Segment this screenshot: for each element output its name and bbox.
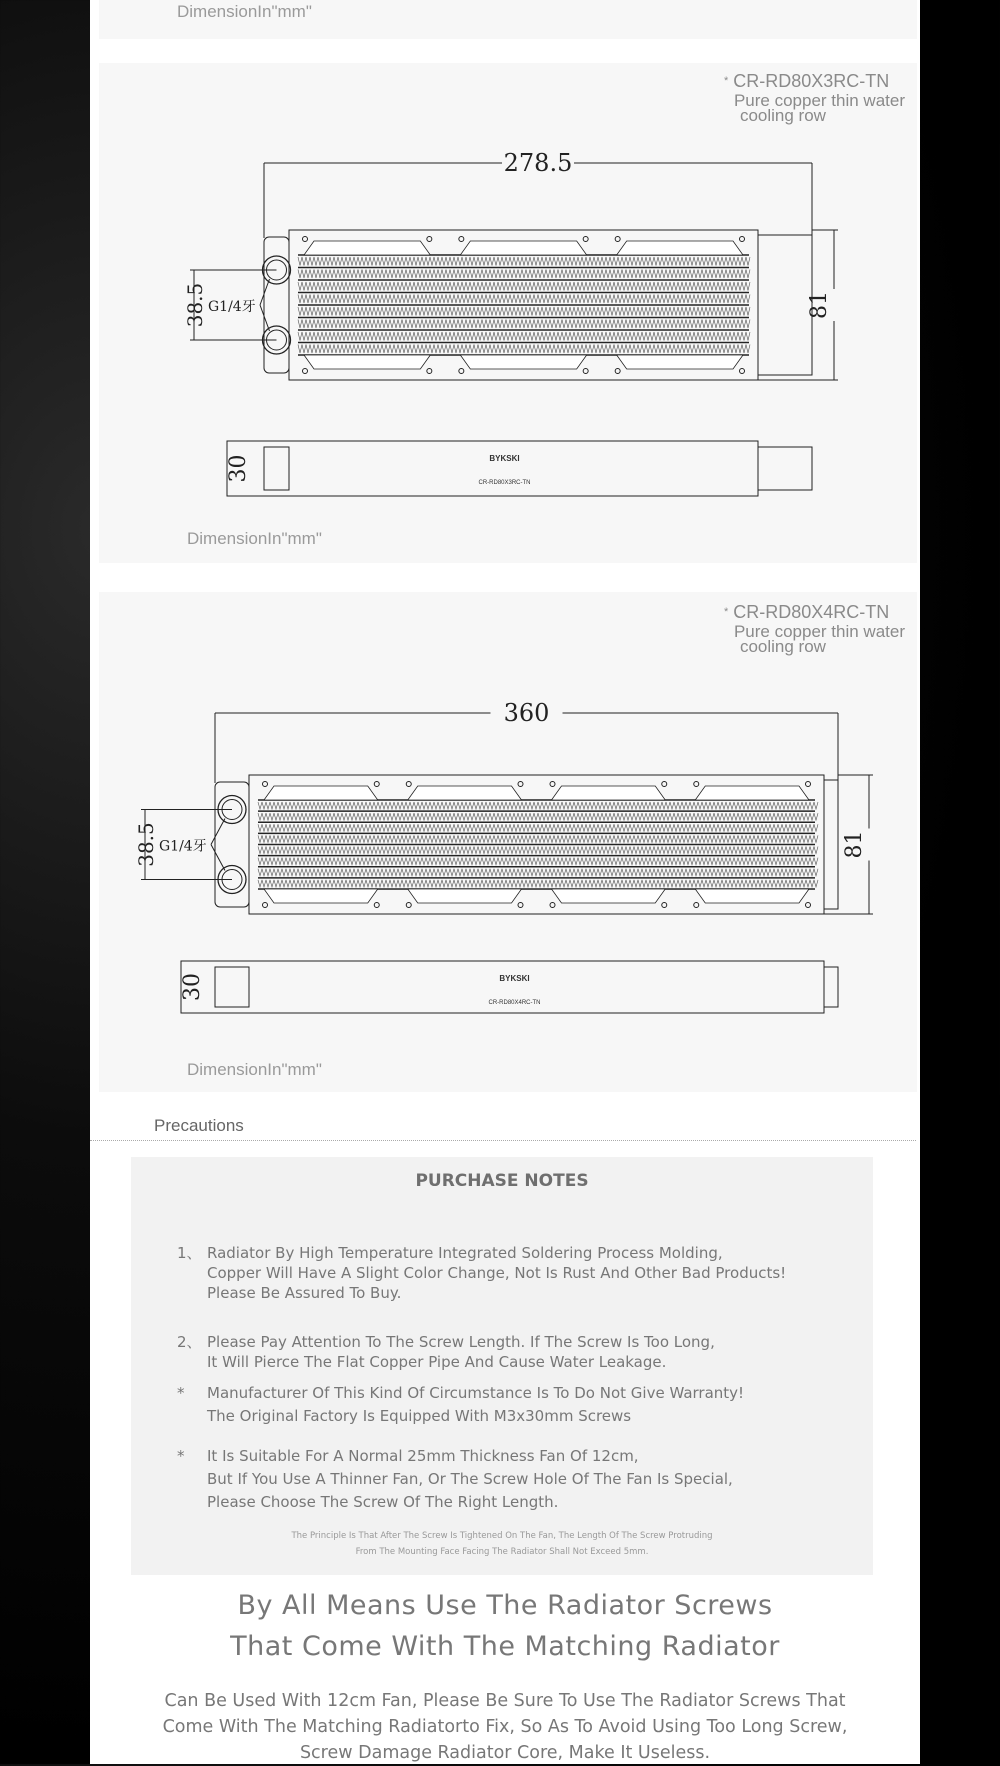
screw-hole	[615, 237, 620, 242]
side-model-label: CR-RD80X3RC-TN	[478, 480, 531, 486]
note-item	[177, 1243, 786, 1303]
note-marker: 1、	[177, 1244, 202, 1262]
screw-hole	[374, 782, 379, 787]
note-text: Please Pay Attention To The Screw Length. If The Screw Is Too Long, It Will Pierce The Flat Copper Pipe And Cause Water Leakage.	[207, 1333, 715, 1371]
side-view-end	[758, 447, 812, 490]
fin-bottom-segment	[552, 889, 666, 903]
screw-hole	[740, 369, 745, 374]
thickness-label: 30	[226, 454, 251, 483]
model-desc: Pure copper thin water	[733, 91, 905, 110]
radiator-technical-drawing	[99, 592, 917, 1092]
length-label: 360	[503, 699, 550, 727]
note-item	[177, 1445, 733, 1514]
fin-top-segment	[617, 241, 743, 255]
height-label: 81	[842, 830, 867, 859]
fin-top-segment	[552, 786, 666, 800]
fin-bottom-segment	[695, 889, 809, 903]
screw-hole	[374, 903, 379, 908]
model-desc: Pure copper thin water	[733, 622, 905, 641]
fin-top-segment	[695, 786, 809, 800]
port-thread-label: G1/4牙	[159, 838, 207, 855]
fin-bottom-segment	[408, 889, 522, 903]
screw-hole	[459, 369, 464, 374]
screw-hole	[427, 237, 432, 242]
product-page	[90, 0, 920, 1764]
screw-hole	[583, 237, 588, 242]
radiator-360-drawing-panel	[99, 63, 917, 563]
radiator-480-drawing-panel	[99, 592, 917, 1092]
screw-hole	[303, 369, 308, 374]
divider	[90, 1140, 916, 1141]
fin-bottom-segment	[617, 355, 743, 369]
end-tank	[758, 235, 812, 375]
screw-hole	[662, 903, 667, 908]
note-item	[177, 1382, 744, 1428]
screw-hole	[263, 782, 268, 787]
leader-line	[260, 279, 270, 331]
top-drawing-panel	[99, 0, 917, 39]
length-label: 278.5	[503, 149, 573, 177]
note-marker: *	[177, 1384, 185, 1402]
note-marker: *	[177, 1447, 185, 1465]
model-desc: cooling row	[739, 637, 826, 656]
fin-bottom-segment	[264, 889, 378, 903]
dimension-caption: DimensionIn"mm"	[187, 1060, 322, 1079]
screw-hole	[806, 903, 811, 908]
inlet-tank	[215, 782, 249, 907]
port-thread-label: G1/4牙	[208, 299, 256, 315]
brand-logo: BYKSKI	[499, 974, 530, 983]
side-view-tank	[215, 967, 249, 1007]
asterisk: *	[723, 75, 729, 87]
screw-hole	[662, 782, 667, 787]
side-view-end	[824, 967, 838, 1007]
dimension-caption: DimensionIn"mm"	[177, 2, 312, 21]
dimension-caption: DimensionIn"mm"	[187, 529, 322, 548]
screw-hole	[694, 903, 699, 908]
screw-hole	[406, 903, 411, 908]
screw-hole	[263, 903, 268, 908]
screw-hole	[518, 782, 523, 787]
screw-paragraph: Can Be Used With 12cm Fan, Please Be Sure To Use The Radiator Screws That Come With The Matching Radiatorto Fix, So As To Avoid Using Too Long Screw, Screw Damage Radiator Core, Make It Useless.	[162, 1691, 848, 1763]
screw-hole	[550, 903, 555, 908]
purchase-notes-title: PURCHASE NOTES	[415, 1171, 589, 1191]
note-text: It Is Suitable For A Normal 25mm Thickness Fan Of 12cm, But If You Use A Thinner Fan, Or The Screw Hole Of The Fan Is Special, Please Choose The Screw Of The Right Length.	[207, 1447, 733, 1511]
side-view-body	[227, 441, 758, 496]
fin-top-segment	[460, 241, 586, 255]
model-code: CR-RD80X4RC-TN	[733, 602, 890, 622]
fin-bottom-segment	[460, 355, 586, 369]
model-code: CR-RD80X3RC-TN	[733, 71, 890, 91]
leader-line	[211, 819, 225, 871]
note-item	[177, 1332, 715, 1372]
precautions-title: Precautions	[154, 1116, 244, 1135]
screw-hole	[427, 369, 432, 374]
note-text: Manufacturer Of This Kind Of Circumstance Is To Do Not Give Warranty! The Original Factory Is Equipped With M3x30mm Screws	[207, 1384, 745, 1425]
thickness-label: 30	[180, 973, 205, 1001]
purchase-notes-box	[131, 1157, 873, 1575]
fin-top-segment	[304, 241, 430, 255]
note-marker: 2、	[177, 1333, 202, 1351]
radiator-technical-drawing	[99, 63, 917, 563]
height-label: 81	[807, 291, 832, 319]
model-desc: cooling row	[739, 106, 826, 125]
side-model-label: CR-RD80X4RC-TN	[488, 1000, 541, 1006]
screw-hole	[518, 903, 523, 908]
fin-top-segment	[408, 786, 522, 800]
screw-hole	[583, 369, 588, 374]
screw-hole	[406, 782, 411, 787]
end-tank	[824, 780, 838, 909]
screw-hole	[615, 369, 620, 374]
side-view-tank	[264, 447, 289, 490]
screw-hole	[550, 782, 555, 787]
screw-hole	[459, 237, 464, 242]
asterisk: *	[723, 606, 729, 618]
fin-bottom-segment	[304, 355, 430, 369]
screw-headline: By All Means Use The Radiator Screws That Come With The Matching Radiator	[230, 1590, 780, 1662]
screw-hole	[806, 782, 811, 787]
inlet-tank	[264, 237, 289, 373]
screw-hole	[303, 237, 308, 242]
screw-hole	[740, 237, 745, 242]
port-spacing-label: 38.5	[183, 282, 207, 328]
note-text: Radiator By High Temperature Integrated Soldering Process Molding, Copper Will Have A Slight Color Change, Not Is Rust And Other Bad Products! Please Be Assured To Buy.	[207, 1244, 787, 1302]
port-spacing-label: 38.5	[134, 822, 158, 867]
fin-top-segment	[264, 786, 378, 800]
screw-hole	[694, 782, 699, 787]
fine-print: The Principle Is That After The Screw Is Tightened On The Fan, The Length Of The Screw Protruding From The Mounting Face Facing The Radiator Shall Not Exceed 5mm.	[291, 1531, 713, 1557]
brand-logo: BYKSKI	[489, 454, 520, 463]
